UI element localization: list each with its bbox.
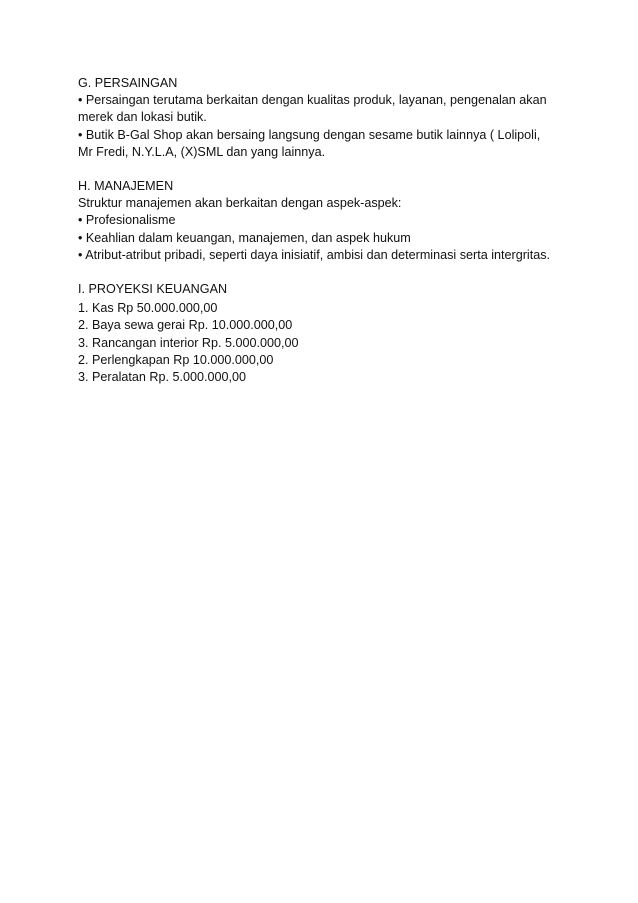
- document-page: [78, 75, 578, 386]
- manajemen-line-4: • Atribut-atribut pribadi, seperti daya inisiatif, ambisi dan determinasi serta intergritas.: [78, 247, 550, 262]
- persaingan-line-3: • Butik B-Gal Shop akan bersaing langsung dengan sesame butik lainnya ( Lolipoli,: [78, 127, 541, 142]
- section-manajemen: [78, 178, 578, 264]
- proyeksi-item: 1. Kas Rp 50.000.000,00: [78, 301, 218, 316]
- section-heading-proyeksi-keuangan: I. PROYEKSI KEUANGAN: [78, 282, 228, 297]
- section-heading-manajemen: H. MANAJEMEN: [78, 179, 174, 194]
- persaingan-line-4: Mr Fredi, N.Y.L.A, (X)SML dan yang lainnya.: [78, 144, 326, 159]
- section-heading-persaingan: G. PERSAINGAN: [78, 76, 178, 90]
- proyeksi-item: 3. Peralatan Rp. 5.000.000,00: [78, 370, 247, 385]
- proyeksi-item: 2. Perlengkapan Rp 10.000.000,00: [78, 352, 274, 367]
- persaingan-line-1: • Persaingan terutama berkaitan dengan kualitas produk, layanan, pengenalan akan: [78, 93, 547, 108]
- persaingan-line-2: merek dan lokasi butik.: [78, 110, 207, 125]
- proyeksi-item: 2. Baya sewa gerai Rp. 10.000.000,00: [78, 318, 293, 333]
- section-proyeksi-keuangan: [78, 281, 578, 386]
- proyeksi-list: [78, 300, 578, 386]
- section-persaingan: [78, 75, 578, 161]
- manajemen-line-3: • Keahlian dalam keuangan, manajemen, dan aspek hukum: [78, 230, 411, 245]
- proyeksi-item: 3. Rancangan interior Rp. 5.000.000,00: [78, 335, 299, 350]
- manajemen-line-2: • Profesionalisme: [78, 213, 176, 228]
- manajemen-line-1: Struktur manajemen akan berkaitan dengan aspek-aspek:: [78, 196, 402, 211]
